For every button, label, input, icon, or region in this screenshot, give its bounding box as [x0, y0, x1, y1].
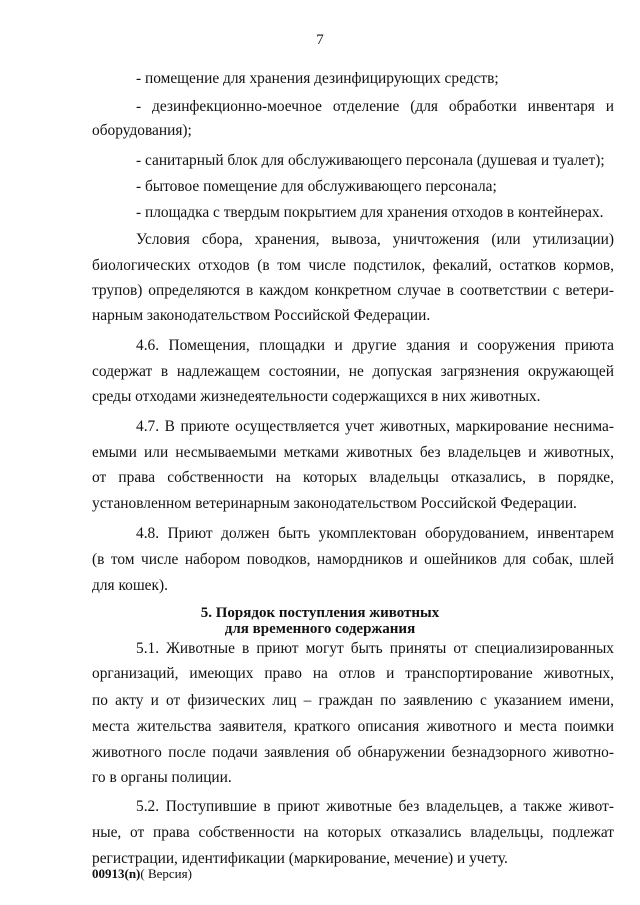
list-item: - санитарный блок для обслуживающего персонала (душевая и туалет);: [136, 152, 605, 169]
paragraph-line: животного после подачи заявления об обнаружении безнадзорного животно-: [92, 744, 614, 761]
paragraph-line: нарным законодательством Российской Федерации.: [92, 307, 431, 324]
list-item: - помещение для хранения дезинфицирующих средств;: [136, 70, 499, 87]
paragraph-line: 4.8. Приют должен быть укомплектован оборудованием, инвентарем: [136, 525, 614, 542]
paragraph-line: 4.6. Помещения, площадки и другие здания и сооружения приюта: [136, 337, 614, 354]
page-number: 7: [316, 32, 324, 48]
paragraph-line: среды отходами жизнедеятельности содержащихся в них животных.: [92, 388, 541, 405]
paragraph-line: 4.7. В приюте осуществляется учет животных, маркирование неснима-: [136, 418, 614, 435]
paragraph-line: трупов) определяются в каждом конкретном случае в соответствии с ветери-: [92, 282, 614, 299]
section-heading-line2: для временного содержания: [224, 621, 416, 637]
paragraph-line: биологических отходов (в том числе подстилок, фекалий, остатков кормов,: [92, 257, 614, 274]
list-item: - площадка с твердым покрытием для хранения отходов в контейнерах.: [136, 204, 604, 221]
document-version: ( Версия): [140, 866, 192, 881]
paragraph-line: организаций, имеющих право на отлов и транспортирование животных,: [92, 665, 614, 682]
paragraph-line: от права собственности на которых владельцы отказались, в порядке,: [92, 469, 614, 486]
paragraph-line: 5.2. Поступившие в приют животные без владельцев, а также живот-: [136, 798, 614, 815]
paragraph-line: места жительства заявителя, краткого описания животного и места поимки: [92, 718, 614, 735]
paragraph-line: (в том числе набором поводков, намордников и ошейников для собак, шлей: [92, 551, 614, 568]
paragraph-line: установленном ветеринарным законодательством Российской Федерации.: [92, 495, 577, 512]
paragraph-line: ные, от права собственности на которых отказались владельцы, подлежат: [92, 824, 614, 841]
document-code: 00913(n): [92, 866, 141, 881]
paragraph-line: регистрации, идентификации (маркирование, мечение) и учету.: [92, 850, 508, 867]
list-item-continuation: оборудования);: [92, 122, 192, 139]
paragraph-line: емыми или несмываемыми метками животных без владельцев и животных,: [92, 444, 614, 461]
document-footer: [92, 866, 192, 882]
paragraph-line: содержат в надлежащем состоянии, не допуская загрязнения окружающей: [92, 363, 614, 380]
section-heading: 5. Порядок поступления животных: [200, 605, 440, 621]
paragraph-line: для кошек).: [92, 577, 168, 594]
list-item: - бытовое помещение для обслуживающего персонала;: [136, 178, 497, 195]
paragraph-line: 5.1. Животные в приют могут быть приняты от специализированных: [136, 640, 614, 657]
list-item: - дезинфекционно-моечное отделение (для обработки инвентаря и: [136, 98, 614, 115]
paragraph-line: Условия сбора, хранения, вывоза, уничтожения (или утилизации): [136, 231, 614, 248]
paragraph-line: по акту и от физических лиц – граждан по заявлению с указанием имени,: [92, 692, 614, 709]
paragraph-line: го в органы полиции.: [92, 769, 232, 786]
